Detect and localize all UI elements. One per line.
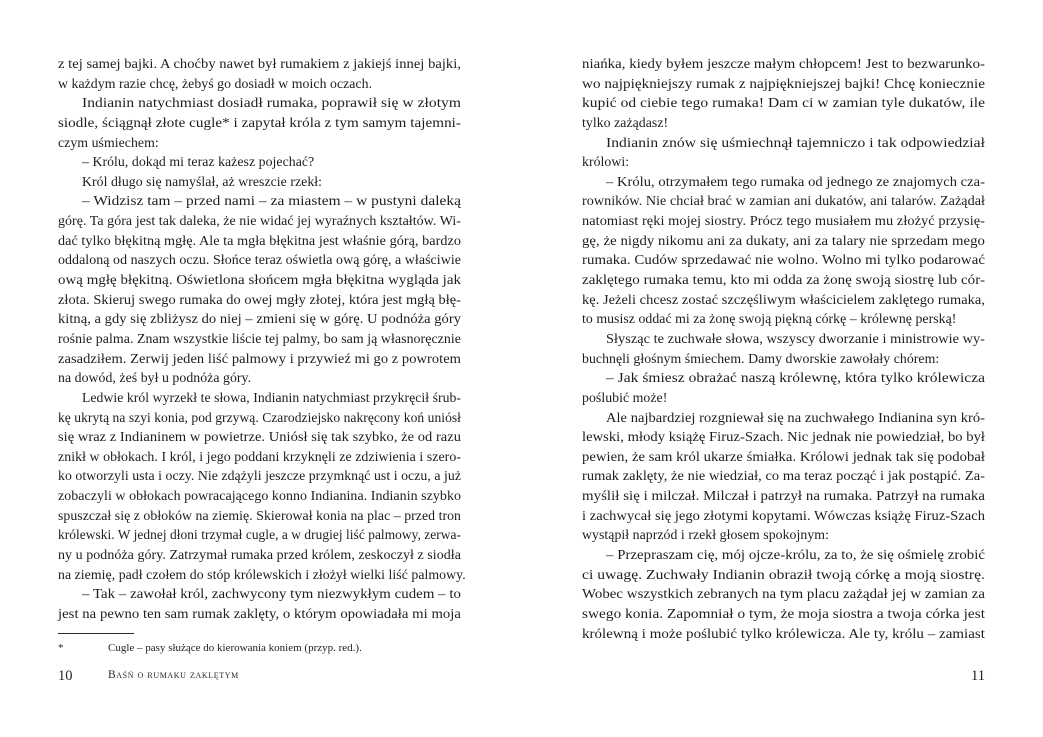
text-line: wystąpił naprzód i rzekł głosem spokojnym: xyxy=(582,527,829,543)
text-line: – Królu, dokąd mi teraz każesz pojechać? xyxy=(82,154,315,170)
text-line: złota. Skieruj swego rumaka do owej mgły złotej, która jest mgłą błę- xyxy=(58,291,461,307)
text-line: królowi: xyxy=(582,154,630,170)
text-line: – Królu, otrzymałem tego rumaka od jednego ze znajomych cza- xyxy=(606,173,985,189)
text-line: rumak zaklęty, że nie wiedział, co ma teraz począć i jak postąpić. Za- xyxy=(582,468,985,484)
text-line: górę. Ta góra jest tak daleka, że nie widać jej wyraźnych kształtów. Wi- xyxy=(58,213,461,229)
text-line: królewski. W jednej dłoni trzymał cugle, a w drugiej liść palmowy, zerwa- xyxy=(58,527,461,543)
text-line: znikł w obłokach. I król, i jego poddani krzyknęli ze zdziwienia i szero- xyxy=(58,448,461,464)
text-line: spuszczał się z obłoków na ziemię. Skierował konia na plac – przed tron xyxy=(58,507,461,523)
text-line: kę. Jeżeli chcesz zostać szczęśliwym właścicielem zaklętego rumaka, xyxy=(582,291,985,307)
text-line: – Widzisz tam – przed nami – za miastem – w pustyni daleką xyxy=(82,193,461,209)
text-line: Ledwie król wyrzekł te słowa, Indianin natychmiast przykręcił śrub- xyxy=(82,389,461,405)
text-line: siodle, ściągnął złote cugle* i zapytał króla z tym samym tajemni- xyxy=(58,114,461,130)
text-line: Indianin natychmiast dosiadł rumaka, poprawił się w złotym xyxy=(82,95,461,111)
footnote-marker: * xyxy=(58,642,64,654)
text-line: lewski, młody książę Firuz-Szach. Nic jednak nie powiedział, bo był xyxy=(582,429,985,445)
text-line: na ziemię, padł czołem do stóp królewskich i złożył wielki liść palmowy. xyxy=(58,566,466,582)
page-right xyxy=(582,0,985,737)
text-line: Słysząc te zuchwałe słowa, wszyscy dworzanie i ministrowie wy- xyxy=(606,330,985,346)
text-line: Indianin znów się uśmiechnął tajemniczo i tak odpowiedział xyxy=(606,134,985,150)
text-line: – Tak – zawołał król, zachwycony tym niezwykłym cudem – to xyxy=(82,586,462,602)
text-line: myślił się i milczał. Milczał i patrzył na rumaka. Patrzył na rumaka xyxy=(582,488,985,504)
text-line: pewien, że sam król ukarze śmiałka. Królowi jednak tak się podobał xyxy=(582,448,985,464)
page-number-left: 10 xyxy=(58,668,73,684)
text-line: zasadziłem. Zerwij jeden liść palmowy i przywieź mi go z powrotem xyxy=(58,350,461,366)
page-right-footer xyxy=(582,666,985,686)
text-line: niańka, kiedy byłem jeszcze małym chłopcem! Jest to bezwarunko- xyxy=(582,56,985,71)
text-line: rowników. Nie chciał brać w zamian ani dukatów, ani talarów. Zażądał xyxy=(582,193,985,209)
text-line: rośnie palma. Znam wszystkie liście tej palmy, bo sam ją własnoręcznie xyxy=(58,330,462,346)
text-line: natomiast ręki mojej siostry. Prócz tego musiałem mu złożyć przysię- xyxy=(582,213,985,229)
text-line: rumaka. Cudów sprzedawać nie wolno. Wolno mi tylko podarować xyxy=(582,252,985,268)
page-left xyxy=(58,0,466,737)
text-line: ko otworzyli usta i oczy. Nie zdążyli jeszcze przymknąć ust i oczu, a już xyxy=(58,468,461,484)
page-right-text xyxy=(582,54,985,643)
page-number-right: 11 xyxy=(971,668,985,684)
running-title: Baśń o rumaku zaklętym xyxy=(108,669,239,681)
text-line: zobaczyli w obłokach powracającego konno Indianina. Indianin szybko xyxy=(58,488,462,504)
text-line: Ale najbardziej rozgniewał się na zuchwałego Indianina syn kró- xyxy=(606,409,985,425)
text-line: to musisz oddać mi za żonę swoją piękną córkę – królewnę perską! xyxy=(582,311,957,327)
text-line: swego konia. Zapomniał o tym, że moja siostra a twoja córka jest xyxy=(582,605,985,621)
text-line: kę ukrytą na szyi konia, pod grzywą. Czarodziejsko nakręcony koń uniósł xyxy=(58,409,461,425)
text-line: – Przepraszam cię, mój ojcze-królu, za to, że się ośmielę zrobić xyxy=(606,547,985,563)
text-line: wo najpiękniejszy rumak z najpiękniejszej bajki! Chcę koniecznie xyxy=(582,75,985,91)
text-line: ny u podnóża góry. Zatrzymał rumaka przed królem, zeskoczył z siodła xyxy=(58,547,461,563)
text-line: – Jak śmiesz obrażać naszą królewnę, która tylko królewicza xyxy=(606,370,985,386)
text-line: kupić od ciebie tego rumaka! Dam ci w zamian tyle dukatów, ile xyxy=(582,95,985,111)
footnote xyxy=(58,633,461,655)
text-line: Wobec wszystkich zebranych na tym placu zażądał jej w zamian za xyxy=(582,586,985,602)
text-line: ci uwagę. Zuchwały Indianin obraził twoją córkę a moją siostrę. xyxy=(582,566,985,582)
text-line: dać tylko błękitną mgłę. Ale ta mgła błękitna jest właśnie górą, bardzo xyxy=(58,232,461,248)
text-line: zaklętego rumaka temu, kto mi odda za żonę swoją siostrę lub cór- xyxy=(582,272,985,288)
text-line: tylko zażądasz! xyxy=(582,114,669,130)
page-left-footer xyxy=(58,666,461,686)
page-left-text xyxy=(58,54,466,624)
text-line: się wraz z Indianinem w powietrze. Uniósł się tak szybko, że od razu xyxy=(58,429,461,445)
text-line: buchnęli głośnym śmiechem. Damy dworskie zawołały chórem: xyxy=(582,350,940,366)
text-line: Król długo się namyślał, aż wreszcie rzekł: xyxy=(82,173,323,189)
text-line: poślubić może! xyxy=(582,389,668,405)
text-line: gę, że nigdy nikomu ani za dukaty, ani za talary nie sprzedam mego xyxy=(582,232,985,248)
footnote-line xyxy=(58,641,461,655)
footnote-rule xyxy=(58,633,134,634)
text-line: na dowód, żeś był u podnóża góry. xyxy=(58,370,252,386)
text-line: jest na pewno ten sam rumak zaklęty, o którym opowiadała mi moja xyxy=(58,605,461,621)
text-line: oddaloną od naszych oczu. Słońce teraz oświetla ową górę, a właściwie xyxy=(58,252,461,268)
footnote-text: Cugle – pasy służące do kierowania koniem (przyp. red.). xyxy=(108,642,362,654)
text-line: w każdym razie chcę, żebyś go dosiadł w moich oczach. xyxy=(58,75,373,91)
text-line: królewną i może poślubić tylko królewicza. Ale ty, królu – zamiast xyxy=(582,625,985,641)
text-line: kitną, a gdy się zbliżysz do niej – zmieni się w górę. U podnóża góry xyxy=(58,311,461,327)
text-line: ową mgłę błękitną. Oświetlona słońcem mgła błękitna wygląda jak xyxy=(58,272,461,288)
text-line: z tej samej bajki. A choćby nawet był rumakiem z jakiejś innej bajki, xyxy=(58,56,461,71)
text-line: i zachwycał się jego złotymi kopytami. Wówczas książę Firuz-Szach xyxy=(582,507,985,523)
text-line: czym uśmiechem: xyxy=(58,134,159,150)
